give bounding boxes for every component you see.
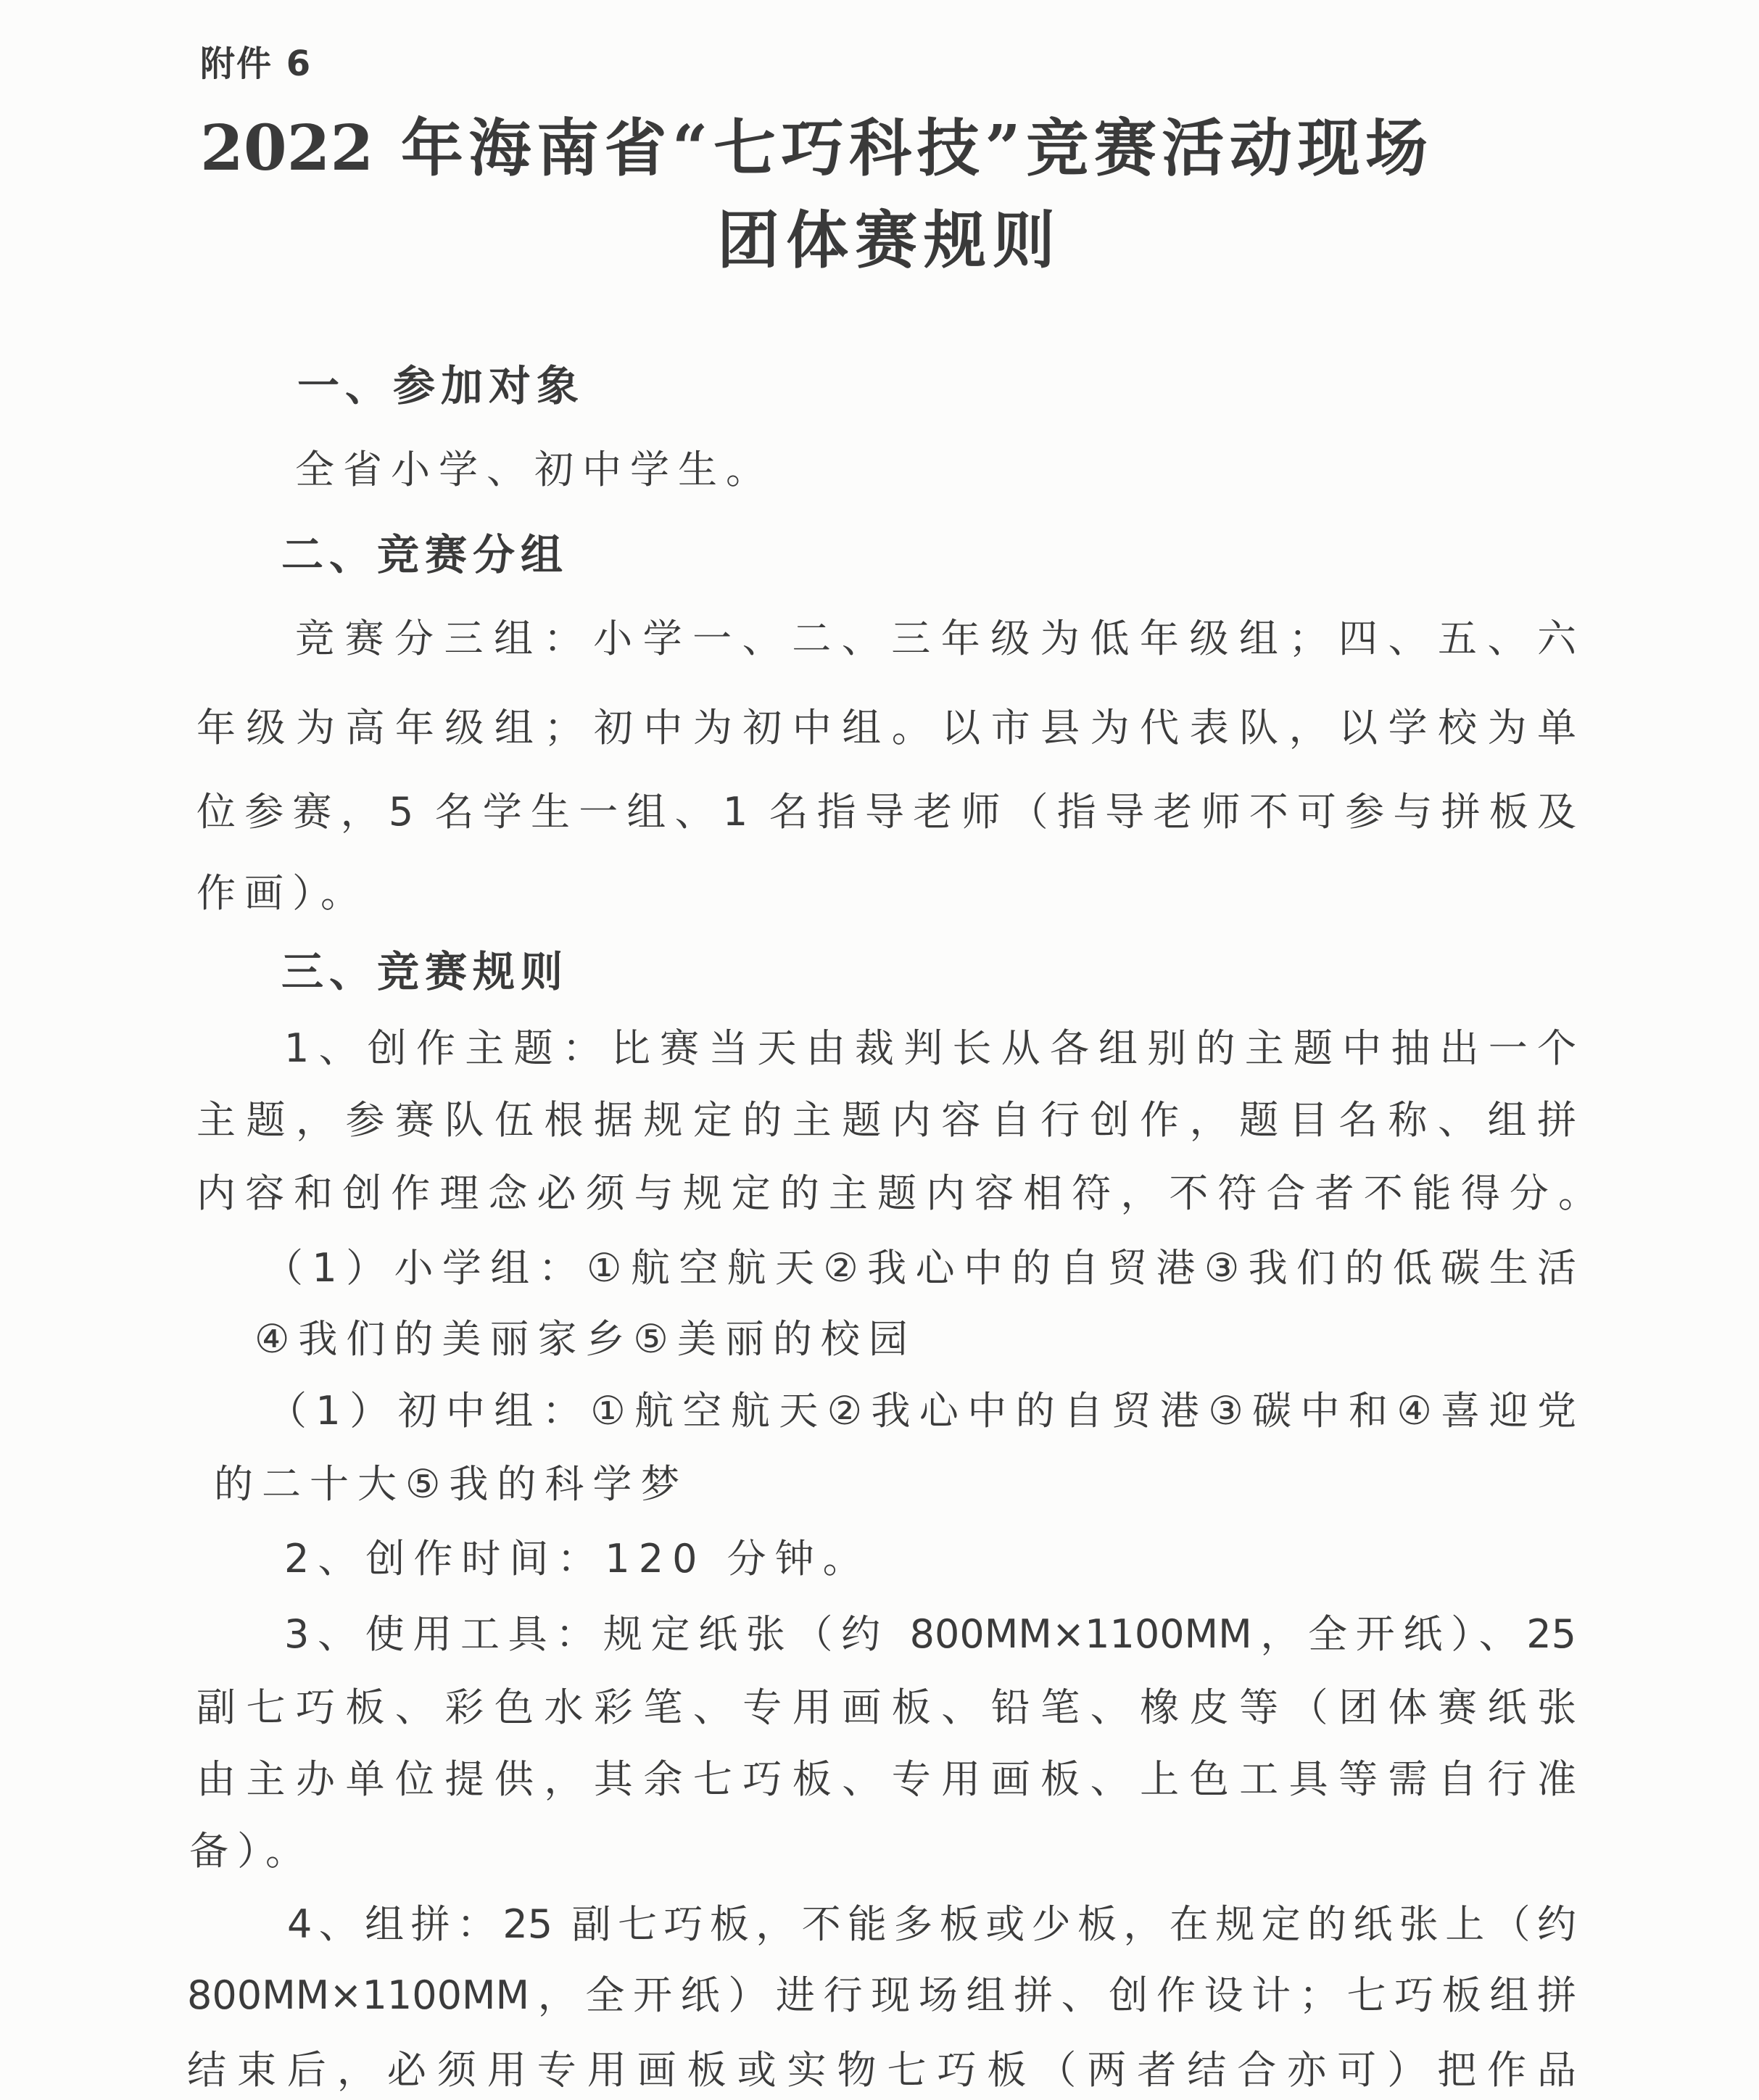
section-heading-participants: 一、参加对象 xyxy=(297,361,585,410)
attachment-label: 附件 6 xyxy=(200,44,313,84)
paragraph-line: 结束后，必须用专用画板或实物七巧板（两者结合亦可）把作品 xyxy=(187,2047,1576,2093)
paragraph-line: 主题，参赛队伍根据规定的主题内容自行创作，题目名称、组拼 xyxy=(196,1097,1576,1143)
theme-list-primary: （1）小学组：①航空航天②我心中的自贸港③我们的低碳生活 xyxy=(264,1245,1576,1291)
paragraph-line: 3、使用工具：规定纸张（约 800MM×1100MM，全开纸）、25 xyxy=(284,1611,1576,1657)
document-title-line-1: 2022 年海南省“七巧科技”竞赛活动现场 xyxy=(200,112,1428,185)
paragraph-line: 2、创作时间：120 分钟。 xyxy=(284,1536,871,1582)
paragraph-line: 备）。 xyxy=(189,1828,313,1874)
section-heading-rules: 三、竞赛规则 xyxy=(281,947,569,996)
paragraph-line: 全省小学、初中学生。 xyxy=(295,447,774,492)
theme-list-junior: （1）初中组：①航空航天②我心中的自贸港③碳中和④喜迎党 xyxy=(268,1388,1576,1434)
document-title-line-2: 团体赛规则 xyxy=(717,204,1055,277)
section-heading-groups: 二、竞赛分组 xyxy=(281,530,569,579)
paragraph-line: 由主办单位提供，其余七巧板、专用画板、上色工具等需自行准 xyxy=(196,1756,1576,1802)
paragraph-line: 800MM×1100MM，全开纸）进行现场组拼、创作设计；七巧板组拼 xyxy=(187,1972,1576,2018)
paragraph-line: 作画）。 xyxy=(196,870,368,916)
theme-list-primary-cont: ④我们的美丽家乡⑤美丽的校园 xyxy=(254,1316,916,1362)
theme-list-junior-cont: 的二十大⑤我的科学梦 xyxy=(214,1461,689,1507)
paragraph-line: 副七巧板、彩色水彩笔、专用画板、铅笔、橡皮等（团体赛纸张 xyxy=(196,1684,1576,1730)
paragraph-line: 年级为高年级组；初中为初中组。以市县为代表队，以学校为单 xyxy=(196,705,1576,751)
paragraph-line: 内容和创作理念必须与规定的主题内容相符，不符合者不能得分。 xyxy=(196,1170,1597,1216)
paragraph-line: 4、组拼：25 副七巧板，不能多板或少板，在规定的纸张上（约 xyxy=(287,1901,1576,1947)
paragraph-line: 竞赛分三组：小学一、二、三年级为低年级组；四、五、六 xyxy=(295,616,1576,661)
paragraph-line: 位参赛，5 名学生一组、1 名指导老师（指导老师不可参与拼板及 xyxy=(196,789,1576,835)
paragraph-line: 1、创作主题：比赛当天由裁判长从各组别的主题中抽出一个 xyxy=(284,1025,1576,1071)
